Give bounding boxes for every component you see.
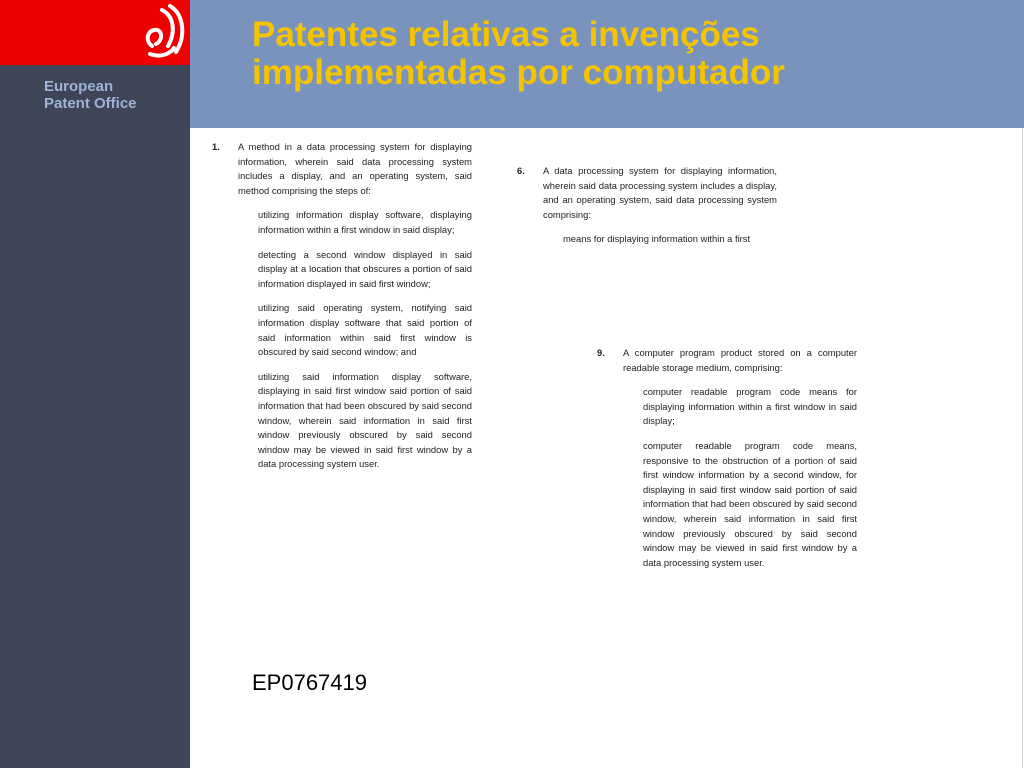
slide-header: [190, 0, 1024, 128]
claim-number: 6.: [517, 165, 525, 176]
claim-step: utilizing said information display software, displaying in said first window said portion of said information that had been obscured by said second window, wherein said information in said first window previously obscured by said second window may be viewed in said first window by a data processing system user.: [258, 370, 472, 470]
slide-title-line1: Patentes relativas a invenções: [252, 15, 760, 54]
claim-1: [212, 140, 472, 482]
claim-step: computer readable program code means for displaying information within a first window in said display;: [643, 386, 857, 427]
claim-number: 9.: [597, 347, 605, 358]
claim-intro: A computer program product stored on a computer readable storage medium, comprising:: [623, 347, 857, 373]
slide-title: [252, 16, 1012, 92]
claim-step: computer readable program code means, responsive to the obstruction of a portion of said first window information by a second window, for displaying in said first window said portion of said information that had been obscured by said second window, wherein said information in said first window previously obscured by said second window may be viewed in said first window by a data processing system user.: [643, 439, 857, 568]
claim-step: means for displaying information within a first: [563, 233, 751, 245]
organization-name-line1: European: [44, 78, 114, 95]
claim-step: detecting a second window displayed in said display at a location that obscures a portion of said information displayed in said first window;: [258, 248, 472, 289]
claim-9: [597, 346, 857, 580]
claim-number: 1.: [212, 141, 220, 152]
organization-name: [44, 78, 137, 112]
claim-step: utilizing said operating system, notifying said information display software that said portion of said information within said first window is obscured by said second window; and: [258, 302, 472, 358]
organization-name-line2: Patent Office: [44, 95, 137, 112]
divider: [1022, 128, 1023, 768]
sidebar: [0, 0, 190, 768]
claim-intro: A method in a data processing system for displaying information, wherein said data processing system includes a display, and an operating system, said method comprising the steps of:: [238, 141, 472, 196]
claim-6: [517, 164, 777, 257]
claim-intro: A data processing system for displaying information, wherein said data processing system includes a display, and an operating system, said data processing system comprising:: [543, 165, 777, 220]
patent-reference-number: EP0767419: [252, 670, 367, 695]
epo-logo-icon: [140, 2, 190, 64]
claim-step: utilizing information display software, displaying information within a first window in said display;: [258, 209, 472, 235]
logo-block: [0, 0, 190, 65]
slide-title-line2: implementadas por computador: [252, 53, 785, 92]
